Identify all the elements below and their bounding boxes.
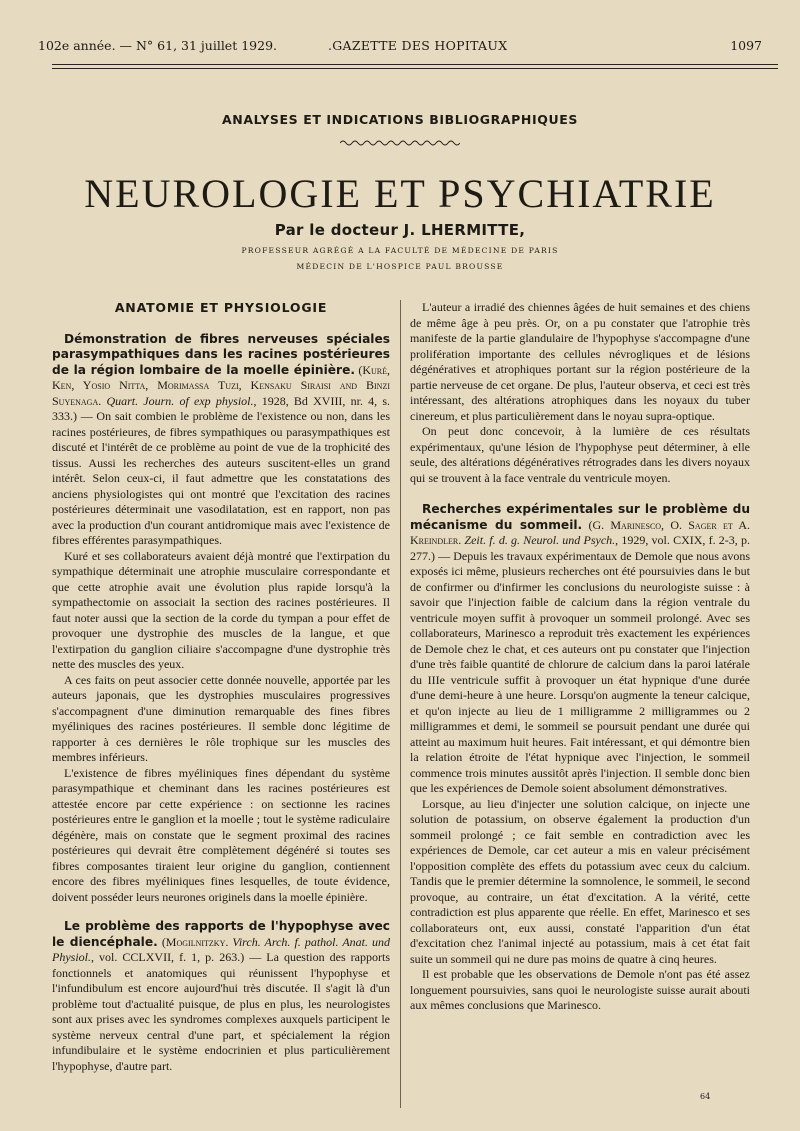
article-paragraph: On peut donc concevoir, à la lumière de ces résultats expérimentaux, qu'une lésion de l'hypophyse peut déterminer, à elle seule, des altérations dégénératives rétrogrades dans les divers noyaux qui se trouvent à la face ventrale du ventricule moyen. [410,424,750,485]
article-marinesco [410,502,750,1014]
article-title: Recherches expérimentales sur le problème du mécanisme du sommeil. [410,502,750,532]
right-column [410,300,750,1014]
journal-name: .GAZETTE DES HOPITAUX [328,38,508,53]
subsection-heading: ANATOMIE ET PHYSIOLOGIE [114,300,328,315]
article-body: — La question des rapports fonctionnels et anatomiques qui réunissent l'hypophyse et l'infundibulum est encore aujourd'hui très discutée. Il s'agit là d'un problème tout d'actualité puisque, de plus en plus, les neurologistes sont aux prises avec les syndromes complexes auxquels participent le système nerveux central d'une part, et spécialement la région infundibulaire et le système endocrinien et plus particulièrement l'hypophyse, d'autre part. [52,950,391,1073]
left-column [52,300,390,1074]
author-affiliation-2: MÉDECIN DE L'HOSPICE PAUL BROUSSE [296,262,504,271]
article-mogilnitzky [52,919,390,1074]
wavy-divider [340,139,460,147]
article-paragraph: L'auteur a irradié des chiennes âgées de huit semaines et des chiens de même âge à peu près. Or, on a pu constater que l'atrophie très manifeste de la partie glandulaire de l'hypophyse s'accompagne d'une prolifération importante des cellules névrogliques et de lésions dégénératives et atrophiques portant sur la région postérieure de la partie nerveuse de cet organe. De plus, l'auteur observa, et ceci est très intéressant, des altérations atrophiques dans les noyaux du tuber cinereum, et plus particulièrement dans le noyau supra-optique. [410,300,750,423]
article-body: — On sait combien le problème de l'existence ou non, dans les racines postérieures, de fibres sympathiques ou parasympathiques est discuté et l'intérêt de ce problème au point de vue de la trophicité des tissus. Aussi les recherches des auteurs suscitent-elles un grand intérêt. Selon ceux-ci, il faut admettre que les constatations des anciens physiologistes qui ont montré que l'excitation des racines postérieures déterminait une vasodilatation, est en rapport, non pas avec la production d'un courant antidromique mais avec l'existence de fibres efférentes parasympathiques. [52,409,390,547]
printer-signature: 64 [700,1092,711,1101]
article-authors: (G. Marinesco, O. Sager et A. Kreindler. [410,517,751,547]
article-kure [52,332,390,906]
article-authors: (Mogilnitzky. [161,934,229,949]
article-authors: (Kuré, Ken, Yosio Nitta, Morimassa Tuzi, Kensaku Siraisi and Binzi Suyenaga. [52,362,390,408]
article-citation: , 1929, vol. CXIX, f. 2-3, p. 277.) [410,533,750,563]
article-paragraph [52,919,390,1074]
article-journal: Zeit. f. d. g. Neurol. und Psych. [464,533,616,547]
section-heading: ANALYSES ET INDICATIONS BIBLIOGRAPHIQUES [222,112,578,127]
article-mogilnitzky-continued [410,300,750,486]
article-citation: , 1928, Bd XVIII, nr. 4, s. 333.) [52,393,391,423]
article-paragraph: Lorsque, au lieu d'injecter une solution calcique, on injecte une solution de potassium, on observe également la production d'un sommeil prolongé ; ce fait semble en contradiction avec les expériences de Demole, car cet auteur a mis en valeur précisément l'opposition complète des effets du potassium avec ceux du calcium. Tandis que le premier détermine la somnolence, le sommeil, le second provoque, au contraire, un état d'excitation. A la vérité, cette contradiction est plus apparente que réelle. En effet, Marinesco et ses collaborateurs ont, eux aussi, constaté l'apparition d'un état d'excitation chez l'animal injecté au potassium, mais à cet état fait suite un sommeil qui ne dure pas moins de quatre à cinq heures. [410,796,750,966]
article-paragraph [52,332,390,549]
article-paragraph: Il est probable que les observations de Demole n'ont pas été assez longuement poursuivies, sans quoi le neurologiste suisse aurait abouti aux mêmes conclusions que Marinesco. [410,967,750,1012]
column-divider [400,300,401,1108]
article-journal: Virch. Arch. f. pathol. Anat. und Physiol. [52,934,391,964]
issue-info: 102e année. — N° 61, 31 juillet 1929. [38,38,277,53]
article-body: — Depuis les travaux expérimentaux de Demole que nous avons exposés ici même, plusieurs recherches ont été poursuivies dans le but de confirmer ou d'infirmer les conclusions du neurologiste suisse : à savoir que l'injection faible de calcium dans la région ventrale du ventricule moyen suffit à provoquer un sommeil prolongé. Avec ses collaborateurs, Marinesco a reproduit très exactement les expériences de Demole chez le chat, et ces auteurs ont pu constater que l'injection d'une très faible quantité de chlorure de calcium dans la paroi latérale du IIIe ventricule suffit à provoquer un état hypnique d'une durée d'une demi-heure à une heure. Lorsqu'on augmente la teneur calcique, et qu'on injecte au lieu de 1 milligramme 2 milligrammes ou 2 milligrammes et demi, le sommeil se poursuit pendant une durée qui atteint au maximum huit heures. Fait intéressant, et qui démontre bien la relation étroite de l'état hypnique avec l'injection, le sommeil commence trois minutes aussitôt après l'injection. Il semble donc bien que les expériences de Demole soient absolument démonstratives. [410,548,750,795]
article-paragraph: L'existence de fibres myéliniques fines dépendant du système parasympathique et cheminant dans les racines postérieures est attestée encore par cette expérience : on sectionne les racines postérieures entre le ganglion et la moelle ; tout le système radiculaire dégénère, mais on constate que le segment proximal des racines postérieures qui devrait être complètement dégénéré si toutes ses fibres composantes tiraient leur origine du ganglion, contiennent encore des fibres myéliniques fines lesquelles, de toute évidence, doivent posséder leurs neurones originels dans la moelle épinière. [52,765,390,904]
author-byline: Par le docteur J. LHERMITTE, [274,221,526,239]
article-citation: , vol. CCLXVII, f. 1, p. 263.) [91,950,245,964]
page-title: NEUROLOGIE ET PSYCHIATRIE [84,171,716,216]
header-rule-bottom [52,68,778,69]
article-title: Démonstration de fibres nerveuses spéciales parasympathiques dans les racines postérieures de la région lombaire de la moelle épinière. [52,331,390,377]
page-number: 1097 [730,38,762,53]
article-title: Le problème des rapports de l'hypophyse avec le diencéphale. [52,919,390,949]
author-affiliation-1: PROFESSEUR AGRÉGÉ A LA FACULTÉ DE MÉDECINE DE PARIS [241,246,559,255]
article-paragraph [410,502,750,797]
running-head [38,38,762,58]
header-rule-top [52,64,778,65]
article-paragraph: Kuré et ses collaborateurs avaient déjà montré que l'extirpation du sympathique déterminait une atrophie musculaire correspondante et que cette atrophie avait une évolution plus rapide lorsqu'à la sympathectomie on associait la section des racines postérieures. Il faut noter aussi que la section de la corde du tympan a pour effet de provoquer une dystrophie des muscles de la langue, et que l'extirpation du ganglion ciliaire s'accompagne d'une dystrophie très nette des muscles des yeux. [52,548,390,671]
article-journal: Quart. Journ. of exp physiol. [106,393,254,408]
article-paragraph: A ces faits on peut associer cette donnée nouvelle, apportée par les auteurs japonais, que les dystrophies musculaires progressives s'accompagnent d'une diminution remarquable des fines fibres myéliniques des racines postérieures. Il semble donc légitime de rapporter à ces dernières le rôle trophique sur les muscles des membres inférieurs. [52,672,390,764]
